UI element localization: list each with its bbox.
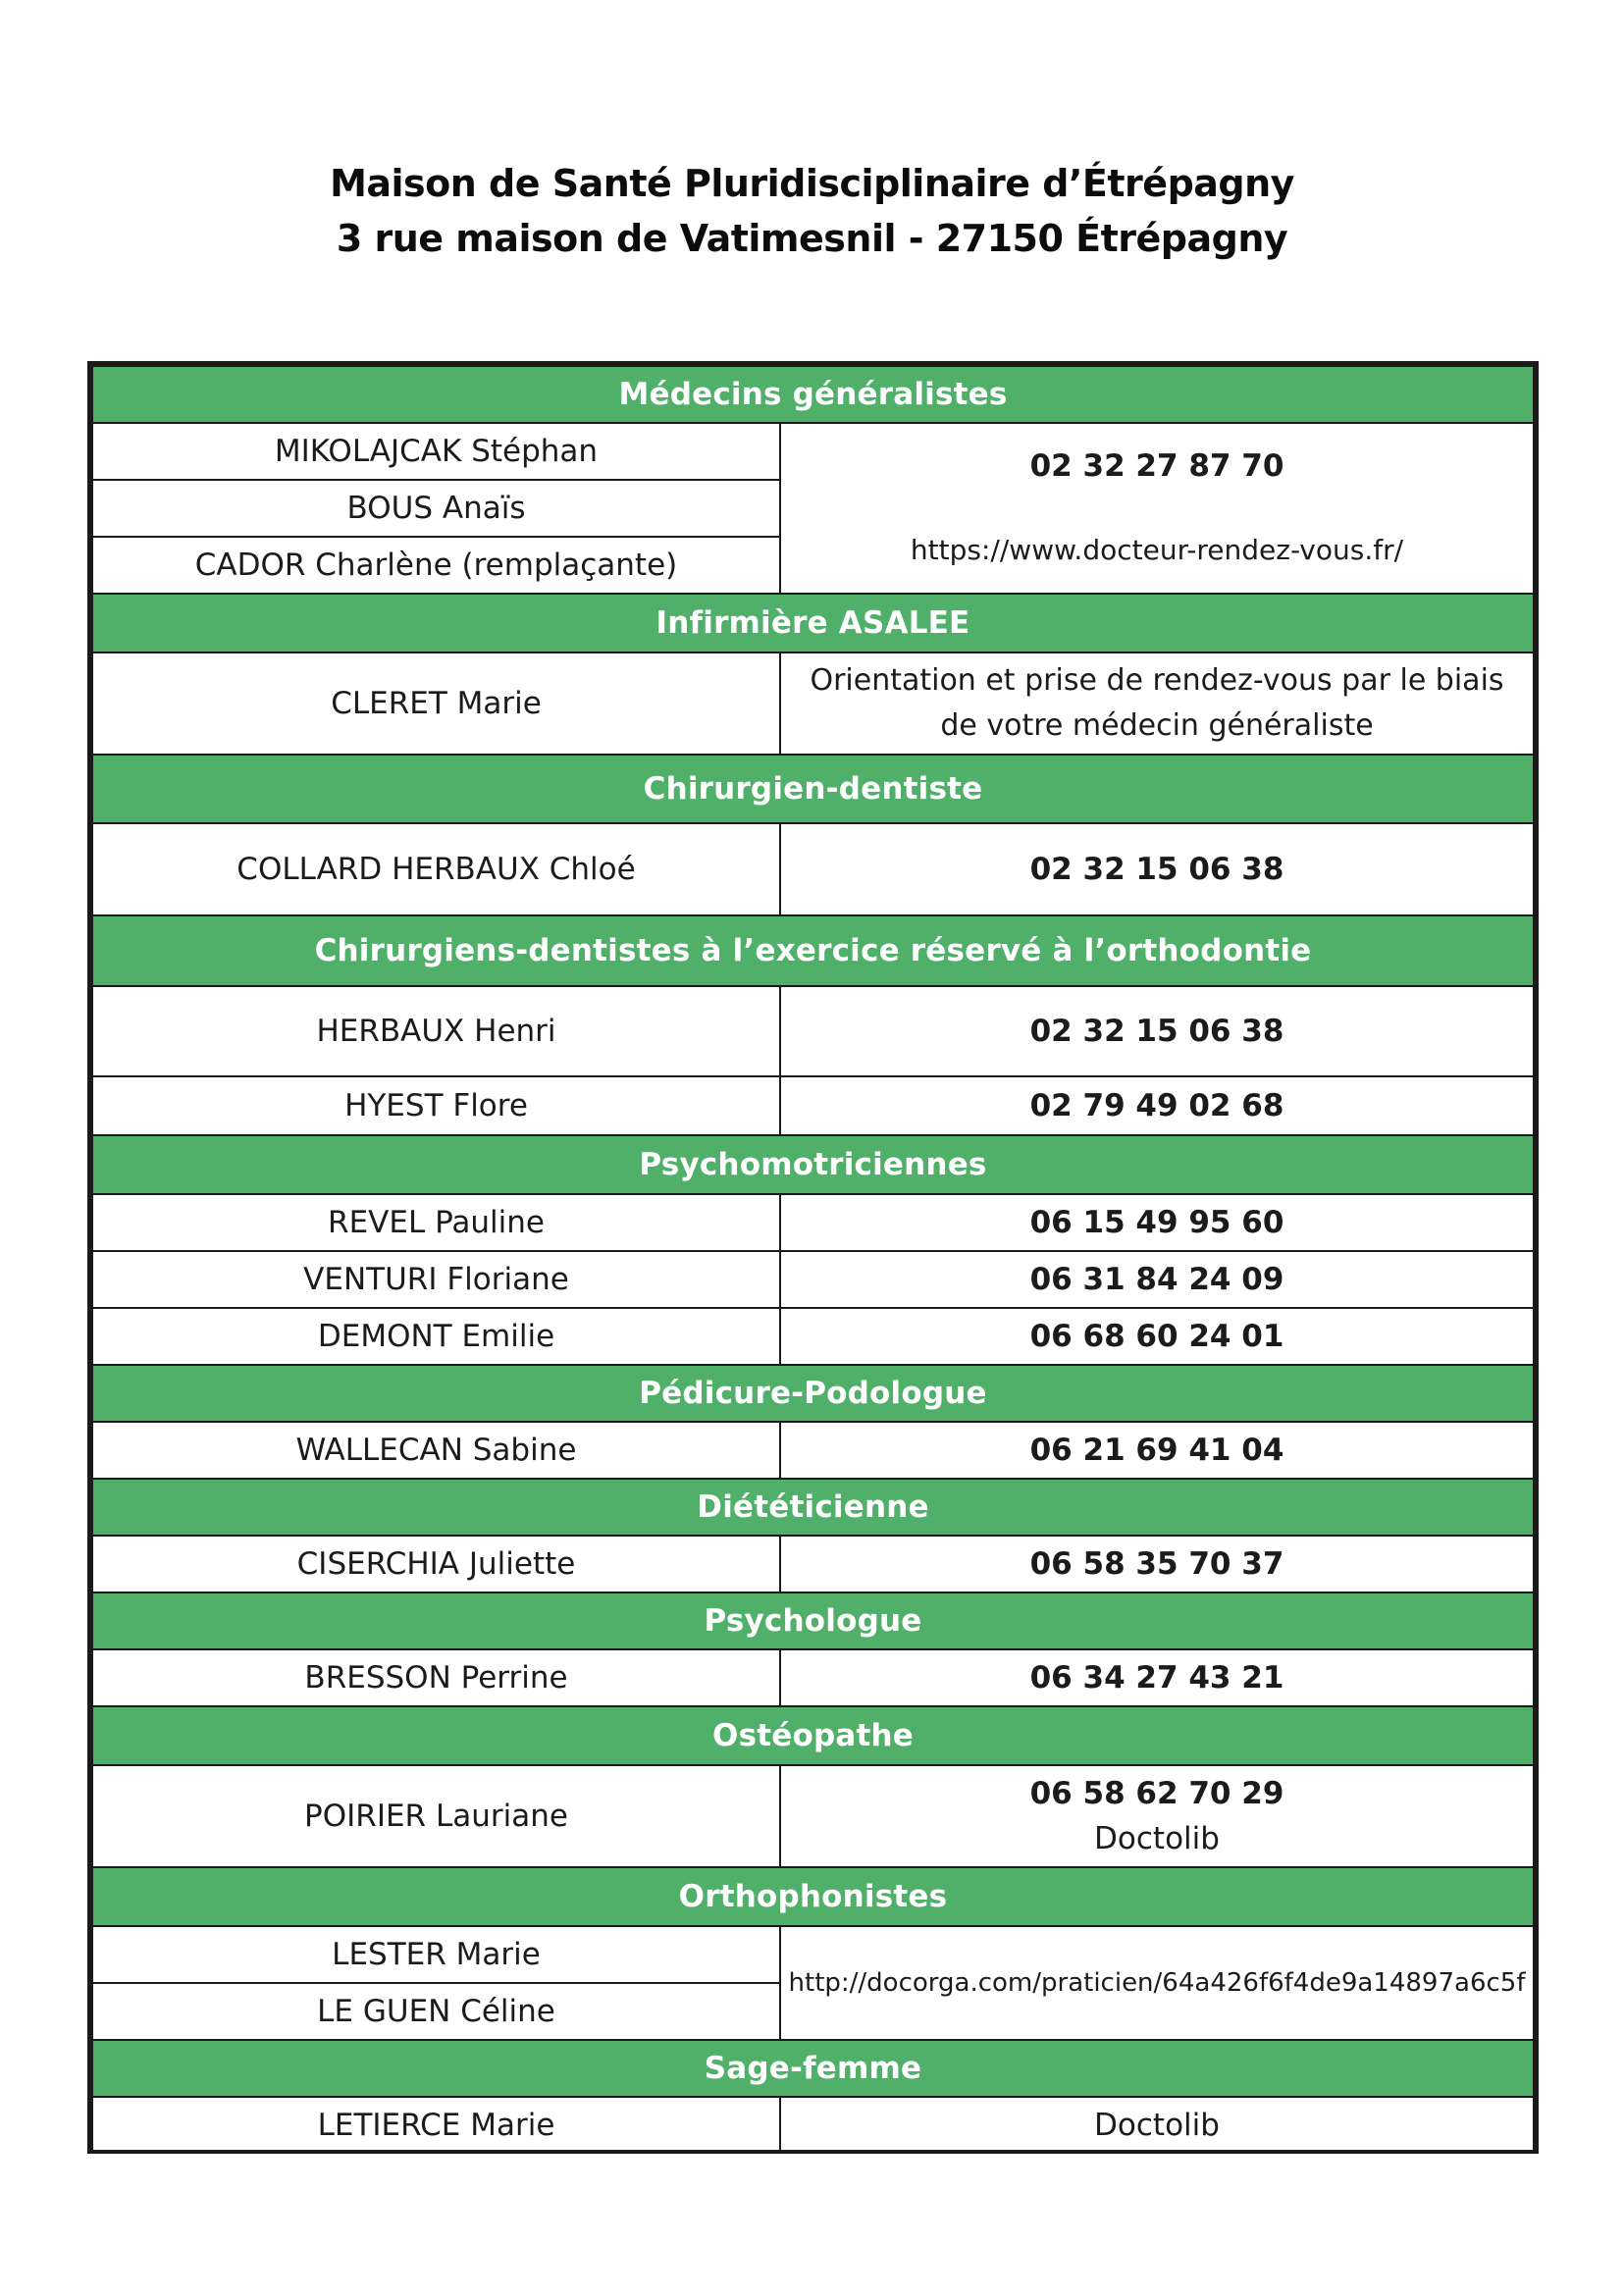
phone-number: 02 79 49 02 68 <box>779 1075 1535 1136</box>
info-text: de votre médecin généraliste <box>940 708 1374 743</box>
phone-number: 02 32 27 87 70 <box>1029 448 1284 484</box>
phone-number: 06 21 69 41 04 <box>779 1421 1535 1480</box>
name-cell: CADOR Charlène (remplaçante) <box>91 536 781 595</box>
name-cell: VENTURI Floriane <box>91 1250 781 1309</box>
name-cell: LETIERCE Marie <box>91 2096 781 2154</box>
address: 3 rue maison de Vatimesnil - 27150 Étrépagny <box>336 217 1288 260</box>
contact-cell-medecins <box>779 422 1535 595</box>
name-cell: BRESSON Perrine <box>91 1648 781 1707</box>
phone-number: 06 58 35 70 37 <box>779 1535 1535 1593</box>
name-cell: CLERET Marie <box>91 652 781 756</box>
name-cell: LESTER Marie <box>91 1925 781 1984</box>
booking-platform: Doctolib <box>779 2096 1535 2154</box>
phone-number: 06 34 27 43 21 <box>779 1648 1535 1707</box>
name-cell: MIKOLAJCAK Stéphan <box>91 422 781 481</box>
section-header-podologue: Pédicure-Podologue <box>91 1364 1535 1423</box>
section-header-asalee: Infirmière ASALEE <box>91 593 1535 653</box>
info-text: Orientation et prise de rendez-vous par le biais <box>810 663 1504 698</box>
section-header-dentiste: Chirurgien-dentiste <box>91 754 1535 824</box>
name-cell: WALLECAN Sabine <box>91 1421 781 1480</box>
section-header-orthodontie: Chirurgiens-dentistes à l’exercice réservé à l’orthodontie <box>91 914 1535 987</box>
booking-platform: Doctolib <box>1094 1821 1220 1856</box>
name-cell: POIRIER Lauriane <box>91 1764 781 1868</box>
phone-number: 06 68 60 24 01 <box>779 1307 1535 1366</box>
name-cell: BOUS Anaïs <box>91 479 781 538</box>
section-header-orthophonistes: Orthophonistes <box>91 1866 1535 1927</box>
section-header-dieteticienne: Diététicienne <box>91 1478 1535 1537</box>
section-header-psychologue: Psychologue <box>91 1592 1535 1650</box>
name-cell: CISERCHIA Juliette <box>91 1535 781 1593</box>
section-header-sagefemme: Sage-femme <box>91 2039 1535 2098</box>
phone-number: 02 32 15 06 38 <box>779 822 1535 916</box>
website-link[interactable]: https://www.docteur-rendez-vous.fr/ <box>910 534 1404 566</box>
section-header-psychomot: Psychomotriciennes <box>91 1134 1535 1195</box>
section-header-medecins: Médecins généralistes <box>91 365 1535 424</box>
website-link[interactable]: http://docorga.com/praticien/64a426f6f4de9a14897a6c5f <box>779 1925 1535 2041</box>
phone-number: 02 32 15 06 38 <box>779 985 1535 1077</box>
phone-number: 06 31 84 24 09 <box>779 1250 1535 1309</box>
phone-number: 06 58 62 70 29 <box>1029 1776 1284 1811</box>
phone-number: 06 15 49 95 60 <box>779 1193 1535 1252</box>
name-cell: DEMONT Emilie <box>91 1307 781 1366</box>
section-header-osteopathe: Ostéopathe <box>91 1705 1535 1766</box>
name-cell: HERBAUX Henri <box>91 985 781 1077</box>
name-cell: REVEL Pauline <box>91 1193 781 1252</box>
name-cell: HYEST Flore <box>91 1075 781 1136</box>
contact-cell-osteopathe <box>779 1764 1535 1868</box>
directory-table <box>87 361 1539 2154</box>
page-title: Maison de Santé Pluridisciplinaire d’Étrépagny <box>330 162 1294 205</box>
name-cell: LE GUEN Céline <box>91 1982 781 2041</box>
name-cell: COLLARD HERBAUX Chloé <box>91 822 781 916</box>
info-cell-asalee <box>779 652 1535 756</box>
